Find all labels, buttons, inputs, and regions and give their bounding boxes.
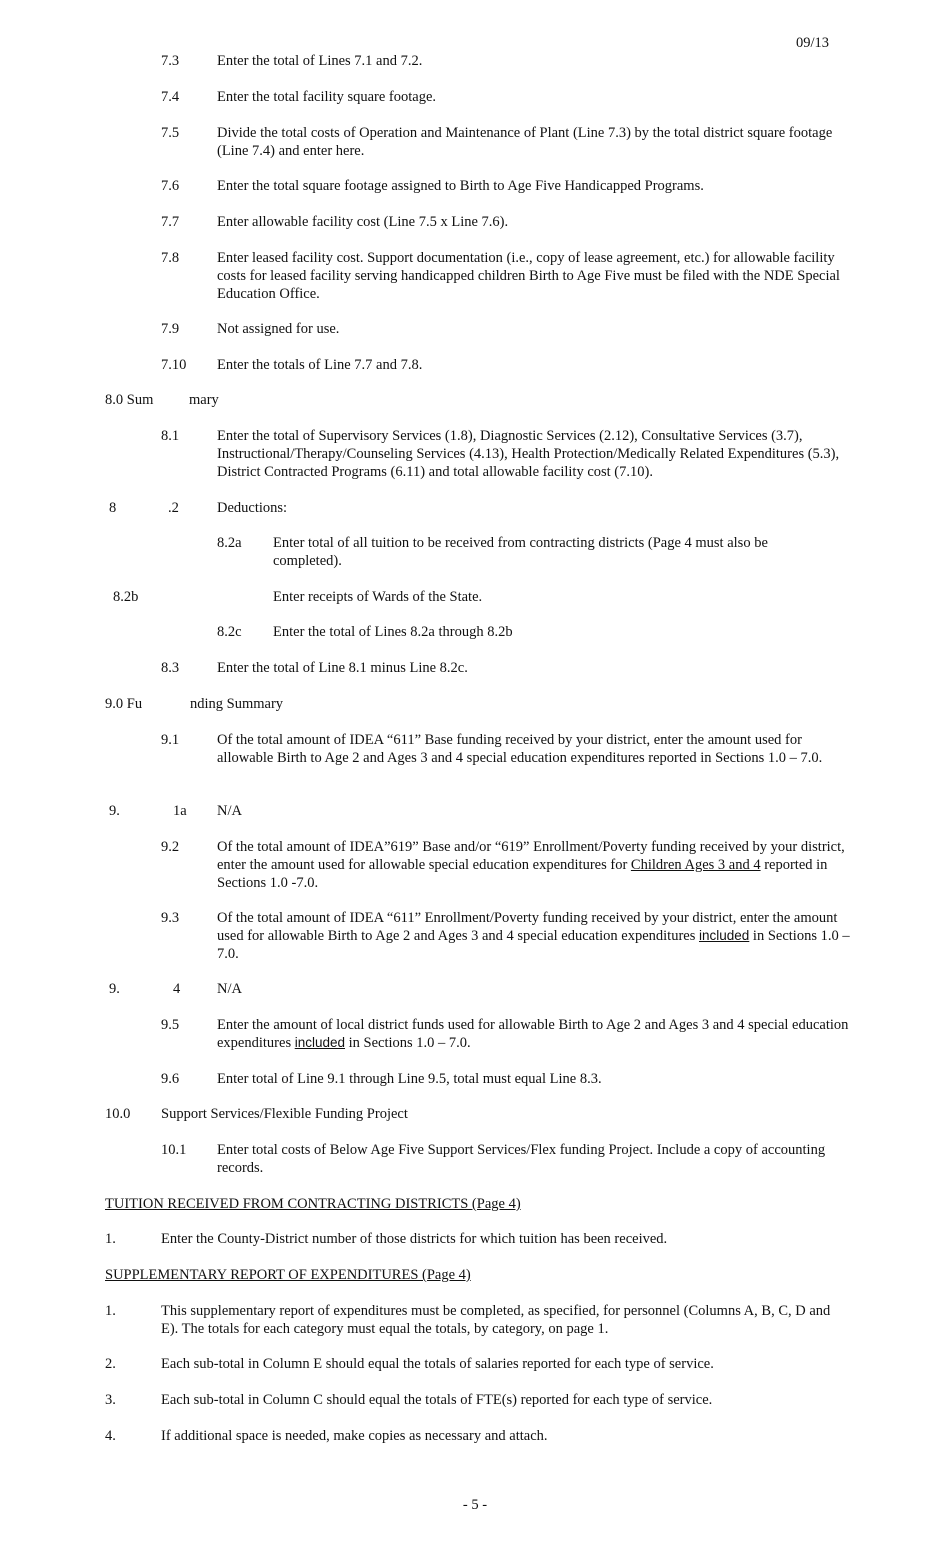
item-text: Enter total of Line 9.1 through Line 9.5, total must equal Line 8.3. bbox=[217, 1071, 602, 1087]
tuition-heading: TUITION RECEIVED FROM CONTRACTING DISTRICTS (Page 4) bbox=[105, 1196, 521, 1212]
item-text: Enter the total facility square footage. bbox=[217, 89, 437, 105]
item-text: N/A bbox=[217, 803, 242, 819]
item-text bbox=[217, 838, 857, 892]
item-number: 7.7 bbox=[161, 214, 180, 230]
item-text: Divide the total costs of Operation and Maintenance of Plant (Line 7.3) by the total district square footage (Line 7.4) and enter here. bbox=[217, 125, 833, 159]
section-number: 8.0 Sum bbox=[105, 392, 154, 408]
subitem-number: 8.2c bbox=[217, 624, 242, 640]
item-number: 7.3 bbox=[161, 53, 180, 69]
list-number: 2. bbox=[105, 1356, 116, 1372]
item-number: 8.1 bbox=[161, 428, 180, 444]
item-number: 7.8 bbox=[161, 250, 180, 266]
item-number: 7.4 bbox=[161, 89, 180, 105]
item-text: Deductions: bbox=[217, 500, 288, 516]
item-text: Of the total amount of IDEA “611” Base funding received by your district, enter the amount used for allowable Birth to Age 2 and Ages 3 and 4 special education expenditures reported in Sections 1.0 – 7.0. bbox=[217, 732, 823, 766]
item-number: 9.2 bbox=[161, 839, 180, 855]
list-number: 3. bbox=[105, 1392, 116, 1408]
supplementary-heading: SUPPLEMENTARY REPORT OF EXPENDITURES (Page 4) bbox=[105, 1267, 471, 1283]
section-number: 10.0 bbox=[105, 1106, 131, 1122]
subitem-text: Enter total of all tuition to be received from contracting districts (Page 4 must also be completed). bbox=[273, 535, 768, 569]
item-text: Not assigned for use. bbox=[217, 321, 340, 337]
item-text: N/A bbox=[217, 981, 242, 997]
item-text: Enter the totals of Line 7.7 and 7.8. bbox=[217, 357, 423, 373]
list-text: This supplementary report of expenditures must be completed, as specified, for personnel (Columns A, B, C, D and E). The totals for each category must equal the totals, by category, on page 1. bbox=[161, 1303, 831, 1337]
revision-date: 09/13 bbox=[796, 35, 830, 51]
item-text-part: in Sections 1.0 – 7.0. bbox=[217, 928, 850, 962]
list-text: Enter the County-District number of those districts for which tuition has been received. bbox=[161, 1231, 668, 1247]
subitem-text: Enter the total of Lines 8.2a through 8.2b bbox=[273, 624, 513, 640]
item-number: 7.10 bbox=[161, 357, 187, 373]
item-text: Enter allowable facility cost (Line 7.5 x Line 7.6). bbox=[217, 214, 509, 230]
list-text: If additional space is needed, make copies as necessary and attach. bbox=[161, 1428, 548, 1444]
item-text-underlined: included bbox=[294, 1035, 346, 1050]
item-number: 8.3 bbox=[161, 660, 180, 676]
item-text-part: in Sections 1.0 – 7.0. bbox=[345, 1035, 471, 1051]
subitem-number: 8.2a bbox=[217, 535, 242, 551]
item-text: Enter the total square footage assigned to Birth to Age Five Handicapped Programs. bbox=[217, 178, 704, 194]
item-text: Enter total costs of Below Age Five Support Services/Flex funding Project. Include a copy of accounting records. bbox=[217, 1142, 826, 1176]
subitem-text: Enter receipts of Wards of the State. bbox=[273, 589, 483, 605]
item-number: .2 bbox=[168, 500, 179, 516]
list-text: Each sub-total in Column E should equal the totals of salaries reported for each type of service. bbox=[161, 1356, 714, 1372]
item-number: 1a bbox=[173, 803, 187, 819]
item-number: 9. bbox=[109, 803, 120, 819]
item-number: 8 bbox=[109, 500, 117, 516]
item-text bbox=[217, 909, 857, 963]
list-text: Each sub-total in Column C should equal the totals of FTE(s) reported for each type of service. bbox=[161, 1392, 713, 1408]
list-number: 4. bbox=[105, 1428, 116, 1444]
item-text-part: Of the total amount of IDEA “611” Enrollment/Poverty funding received by your district, enter the amount used for allowable Birth to Age 2 and Ages 3 and 4 special education expenditures bbox=[217, 910, 838, 944]
item-number: 10.1 bbox=[161, 1142, 187, 1158]
item-text-part: reported in Sections 1.0 -7.0. bbox=[217, 857, 828, 891]
item-text: Enter the total of Supervisory Services (1.8), Diagnostic Services (2.12), Consultative Services (3.7), Instructional/Therapy/Counseling Services (4.13), Health Protection/Medically Related Expenditures (5.3), District Contracted Programs (6.11) and total allowable facility cost (7.10). bbox=[217, 428, 840, 480]
item-text-underlined: Children Ages 3 and 4 bbox=[630, 857, 761, 873]
item-text: Enter leased facility cost. Support documentation (i.e., copy of lease agreement, etc.) for allowable facility costs for leased facility serving handicapped children Birth to Age Five must be filed with the NDE Special Education Office. bbox=[217, 250, 840, 302]
item-text-underlined: included bbox=[699, 928, 750, 943]
item-number: 9.5 bbox=[161, 1017, 180, 1033]
item-text bbox=[217, 1016, 857, 1052]
item-number: 9.3 bbox=[161, 910, 180, 926]
item-number: 7.6 bbox=[161, 178, 180, 194]
item-number: 9.1 bbox=[161, 732, 180, 748]
item-text: Enter the total of Line 8.1 minus Line 8.2c. bbox=[217, 660, 468, 676]
item-text-part: Enter the amount of local district funds used for allowable Birth to Age 2 and Ages 3 and 4 special education expenditures bbox=[217, 1017, 849, 1051]
item-number: 9. bbox=[109, 981, 120, 997]
item-number: 4 bbox=[173, 981, 181, 997]
section-title: mary bbox=[189, 392, 219, 408]
item-number: 7.5 bbox=[161, 125, 180, 141]
page-number: - 5 - bbox=[462, 1497, 488, 1513]
subitem-number: 8.2b bbox=[113, 589, 139, 605]
item-text: Enter the total of Lines 7.1 and 7.2. bbox=[217, 53, 423, 69]
list-number: 1. bbox=[105, 1303, 116, 1319]
section-title: Support Services/Flexible Funding Project bbox=[161, 1106, 408, 1122]
section-title: nding Summary bbox=[190, 696, 284, 712]
item-number: 7.9 bbox=[161, 321, 180, 337]
list-number: 1. bbox=[105, 1231, 116, 1247]
item-text-part: Of the total amount of IDEA”619” Base and/or “619” Enrollment/Poverty funding received by your district, enter the amount used for allowable special education expenditures for bbox=[217, 839, 845, 873]
section-number: 9.0 Fu bbox=[105, 696, 143, 712]
item-number: 9.6 bbox=[161, 1071, 180, 1087]
